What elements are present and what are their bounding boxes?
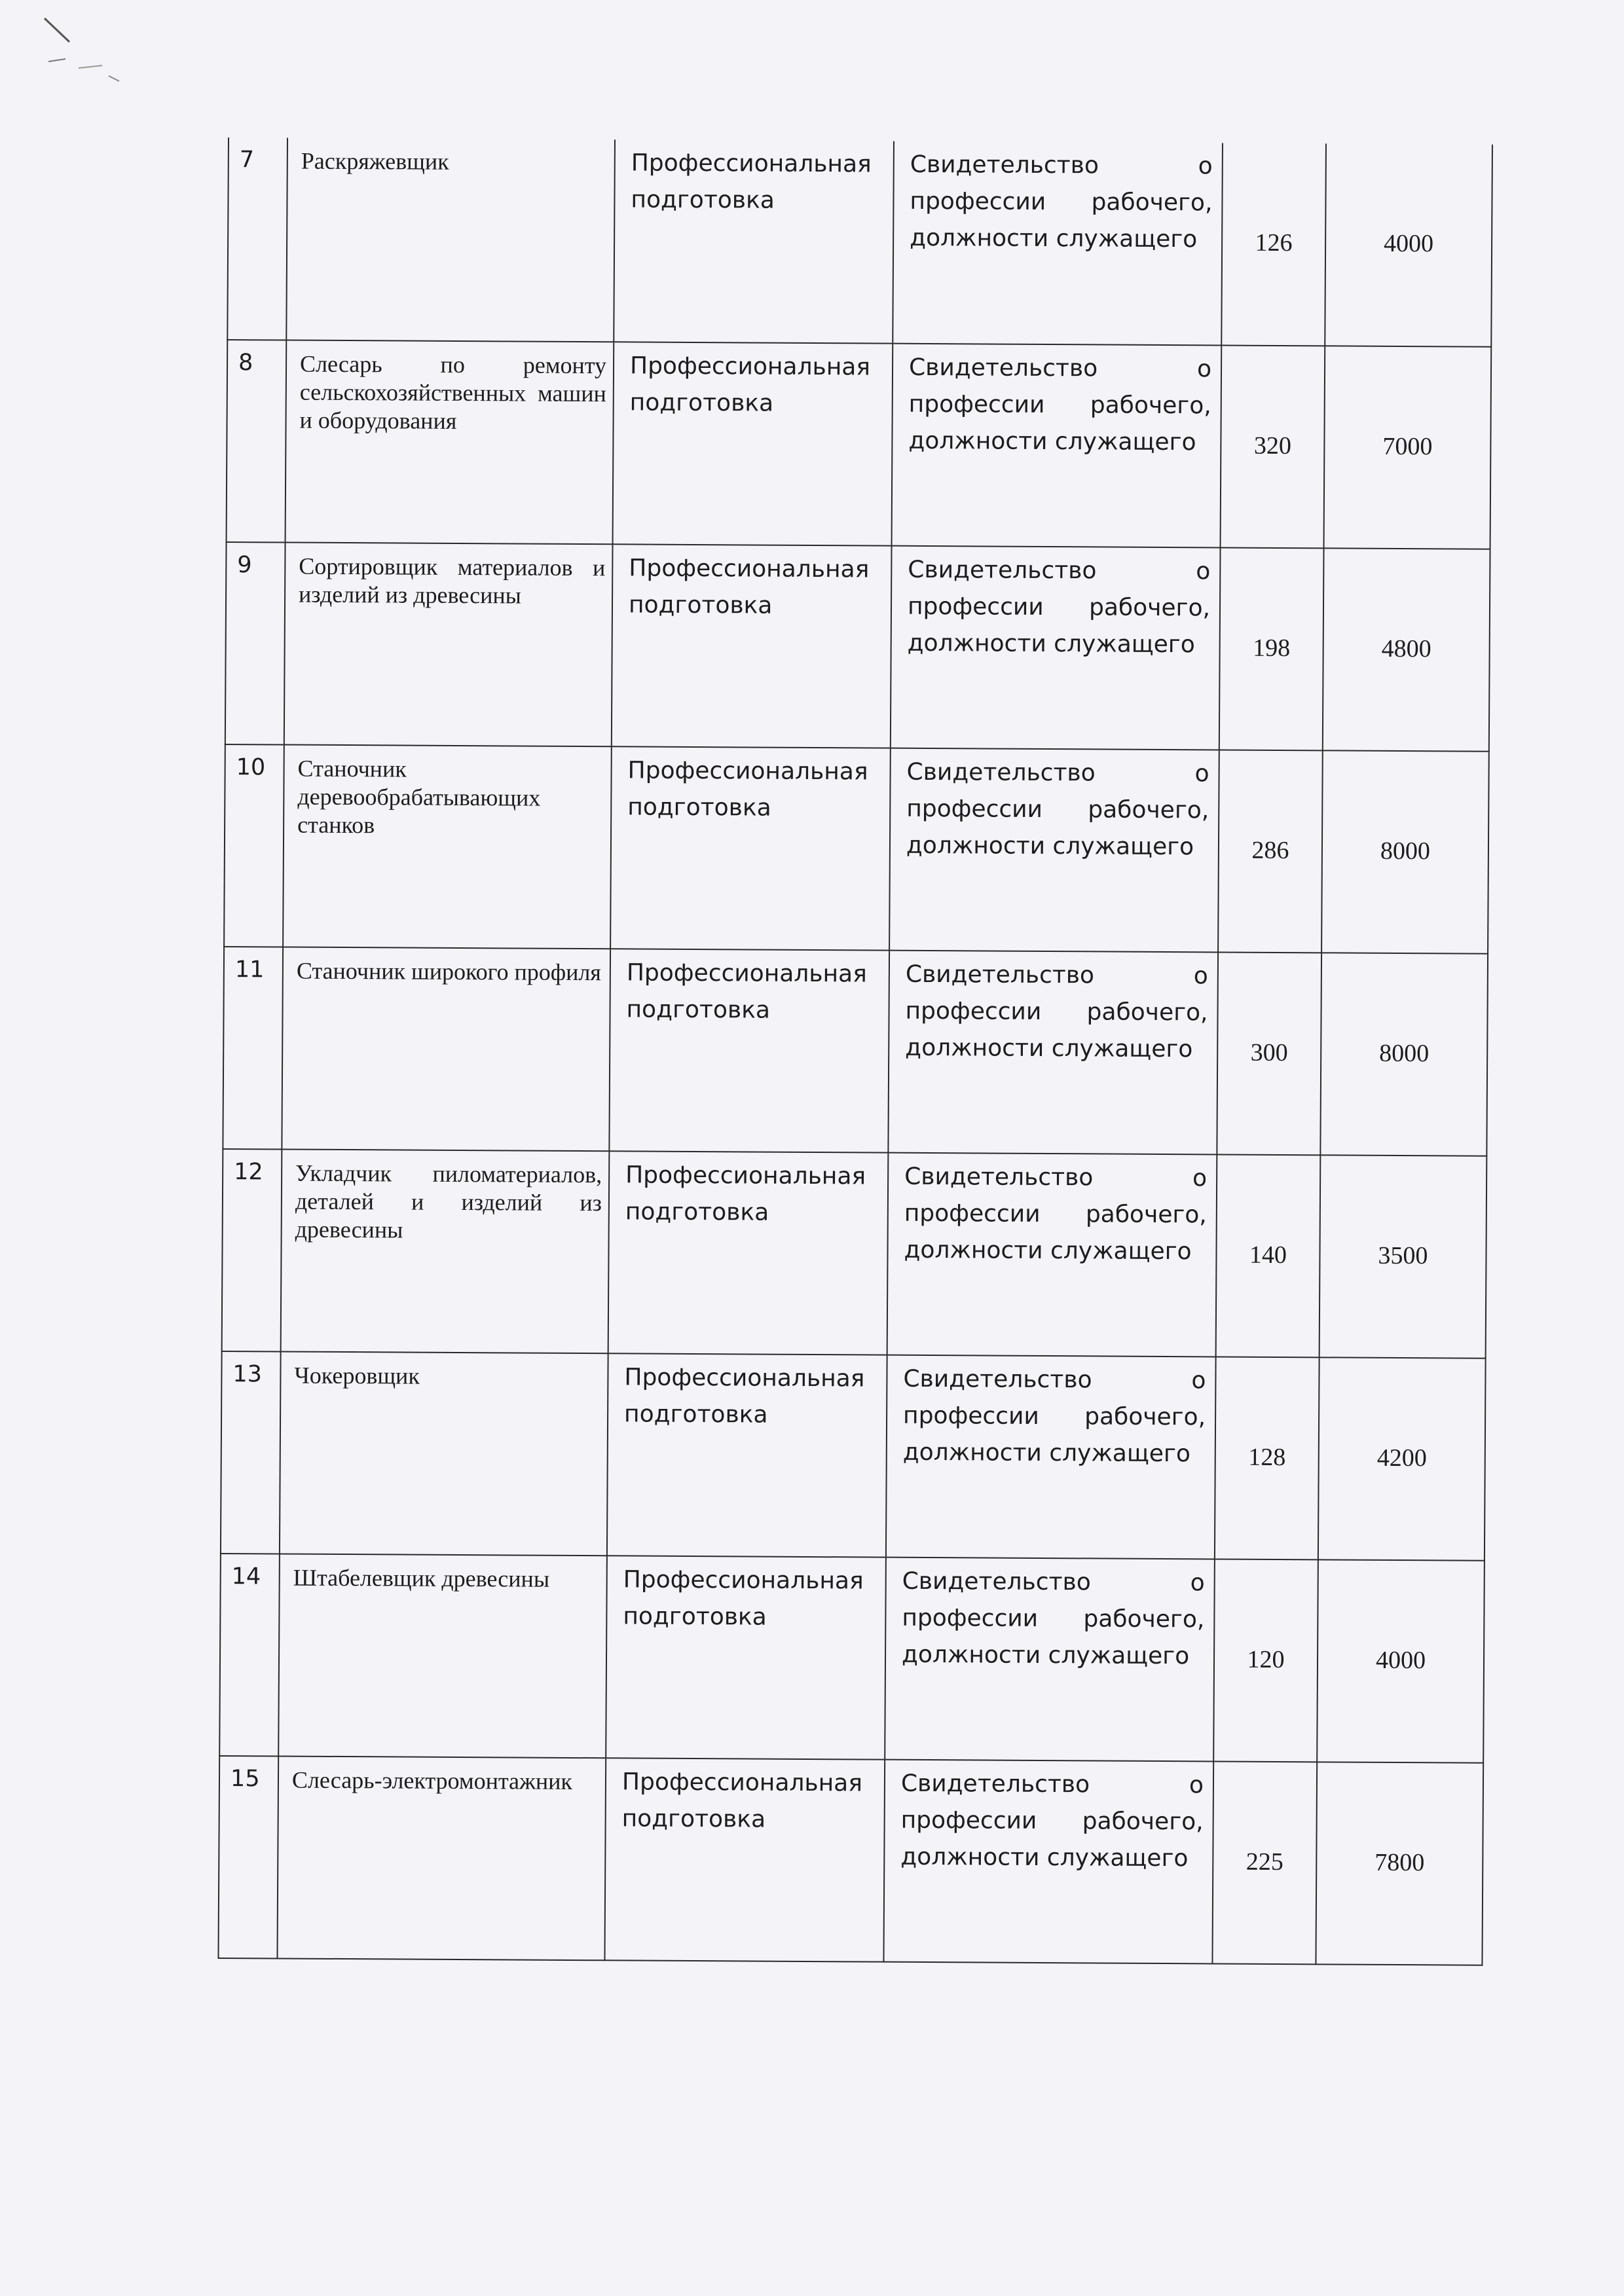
document-line-1 [909, 350, 1211, 388]
row-number: 13 [232, 1361, 263, 1388]
row-number-cell [227, 137, 287, 340]
document-line-3 [906, 828, 1209, 866]
row-number-cell [227, 340, 287, 542]
training-type: Профессиональная подготовка [621, 1768, 863, 1833]
document-word: профессии [904, 1199, 1041, 1228]
cost-cell [1323, 548, 1490, 751]
row-number-cell [218, 1756, 278, 1958]
document-line-3 [910, 220, 1212, 259]
profession-name-cell [282, 947, 610, 1151]
row-number: 10 [236, 754, 266, 781]
row-number-cell [222, 1149, 282, 1351]
document-word: профессии [902, 1604, 1039, 1632]
document-word: Свидетельство [910, 151, 1099, 179]
document-word: Свидетельство [902, 1567, 1091, 1596]
document-line-1 [908, 552, 1210, 591]
hours-cell [1213, 1559, 1318, 1762]
hours-value: 225 [1246, 1848, 1283, 1876]
profession-name-cell [278, 1554, 607, 1758]
hours-value: 120 [1247, 1645, 1285, 1674]
document-line-1 [902, 1563, 1205, 1602]
document-word: о [1193, 962, 1208, 990]
cost-cell [1320, 1155, 1487, 1358]
table-row [221, 1351, 1486, 1561]
document-line-2 [906, 791, 1209, 829]
cost-value: 4200 [1376, 1444, 1427, 1472]
table-row [225, 542, 1490, 752]
profession-name: Станочник широкого профиля [296, 957, 602, 986]
document-cell [883, 1760, 1213, 1964]
hours-cell [1216, 1154, 1321, 1357]
document-word: профессии [907, 592, 1044, 621]
document-line-1 [906, 754, 1209, 793]
hours-value: 320 [1253, 431, 1292, 460]
document-cell [891, 546, 1221, 750]
table-row [224, 744, 1489, 954]
profession-name-cell [281, 1149, 610, 1353]
hours-value: 126 [1255, 228, 1293, 257]
document-word: рабочего, [1088, 594, 1211, 622]
hours-cell [1215, 1357, 1320, 1559]
profession-name: Слесарь по ремонту сельскохозяйственных машин и оборудования [299, 350, 607, 434]
training-type-cell [607, 1353, 887, 1557]
document-word: рабочего, [1086, 998, 1208, 1027]
table-row [219, 1554, 1485, 1763]
document-word: рабочего, [1083, 1605, 1205, 1633]
cost-cell [1316, 1762, 1483, 1965]
row-number-cell [221, 1351, 281, 1554]
training-type: Профессиональная подготовка [623, 1566, 864, 1631]
training-type-cell [612, 544, 892, 748]
training-type-cell [614, 139, 894, 343]
table-row [227, 340, 1492, 549]
document-word: Свидетельство [900, 1770, 1090, 1798]
scan-artifact-mark [39, 13, 124, 85]
document-word: Свидетельство [903, 1365, 1092, 1394]
training-type-cell [604, 1758, 885, 1961]
cost-cell [1324, 346, 1492, 549]
document-word: профессии [908, 390, 1045, 418]
document-cell [887, 1153, 1217, 1357]
document-line-1 [910, 147, 1213, 185]
row-number: 8 [238, 350, 253, 376]
document-cell [886, 1355, 1216, 1559]
document-word: рабочего, [1090, 392, 1211, 420]
document-line-1 [903, 1361, 1206, 1400]
document-word: должности служащего [902, 1438, 1191, 1468]
row-number-cell [219, 1554, 280, 1756]
training-type: Профессиональная подготовка [627, 757, 868, 822]
profession-name: Раскряжевщик [301, 147, 449, 175]
cost-value: 7000 [1382, 432, 1433, 461]
hours-value: 198 [1253, 634, 1291, 663]
document-word: о [1190, 1569, 1205, 1597]
table-row [222, 1149, 1487, 1358]
row-number: 7 [239, 147, 255, 173]
hours-cell [1218, 750, 1323, 953]
document-word: должности служащего [904, 1236, 1192, 1266]
cost-value: 4000 [1384, 229, 1434, 258]
cost-cell [1318, 1357, 1486, 1560]
document-word: Свидетельство [904, 1163, 1094, 1192]
profession-name: Укладчик пиломатериалов, деталей и изделий из древесины [295, 1159, 602, 1243]
row-number-cell [224, 744, 284, 947]
document-word: профессии [906, 795, 1043, 823]
document-word: о [1192, 1165, 1208, 1192]
document-word: рабочего, [1082, 1808, 1204, 1836]
document-word: должности служащего [907, 629, 1195, 659]
document-word: рабочего, [1091, 189, 1213, 217]
training-type-cell [610, 746, 891, 950]
document-word: профессии [910, 187, 1046, 215]
document-line-3 [908, 625, 1210, 664]
row-number: 15 [230, 1766, 260, 1793]
document-word: Свидетельство [908, 556, 1097, 585]
document-word: должности служащего [905, 1034, 1193, 1063]
hours-value: 286 [1251, 836, 1289, 865]
document-line-2 [904, 1195, 1207, 1234]
hours-cell [1212, 1761, 1317, 1964]
training-type: Профессиональная подготовка [624, 1364, 865, 1429]
document-line-2 [903, 1398, 1206, 1436]
document-line-2 [901, 1802, 1204, 1841]
hours-cell [1221, 143, 1326, 346]
profession-name: Штабелевщик древесины [293, 1564, 550, 1592]
cost-value: 4000 [1375, 1646, 1426, 1675]
document-line-3 [904, 1232, 1206, 1271]
document-line-3 [908, 423, 1211, 462]
document-word: рабочего, [1088, 796, 1209, 824]
document-line-3 [902, 1637, 1204, 1675]
document-word: должности служащего [910, 224, 1198, 253]
document-word: о [1194, 760, 1209, 788]
profession-name: Чокеровщик [294, 1362, 420, 1389]
training-type: Профессиональная подготовка [625, 1161, 866, 1226]
hours-value: 300 [1250, 1038, 1288, 1067]
document-line-2 [902, 1600, 1204, 1639]
document-word: Свидетельство [906, 758, 1096, 787]
cost-value: 4800 [1381, 634, 1431, 663]
hours-cell [1219, 547, 1324, 750]
document-word: должности служащего [908, 427, 1196, 456]
cost-cell [1320, 953, 1488, 1156]
profession-name-cell [284, 542, 613, 746]
document-word: рабочего, [1084, 1403, 1206, 1431]
profession-name-cell [283, 744, 612, 949]
document-cell [893, 141, 1223, 346]
document-word: о [1191, 1367, 1206, 1394]
document-line-2 [909, 386, 1211, 425]
hours-value: 140 [1249, 1241, 1287, 1269]
row-number-cell [225, 542, 286, 744]
profession-name-cell [286, 340, 614, 545]
training-type-cell [613, 342, 893, 545]
row-number: 12 [234, 1159, 263, 1186]
document-word: профессии [900, 1806, 1037, 1834]
cost-cell [1321, 750, 1489, 953]
document-word: рабочего, [1085, 1201, 1207, 1229]
document-line-1 [901, 1766, 1204, 1804]
document-cell [889, 748, 1219, 953]
document-cell [885, 1558, 1215, 1762]
training-type-cell [608, 1151, 889, 1355]
training-type: Профессиональная подготовка [631, 149, 872, 214]
document-word: о [1196, 558, 1211, 585]
document-word: Свидетельство [908, 354, 1098, 382]
document-line-3 [900, 1839, 1203, 1878]
cost-cell [1325, 143, 1492, 346]
training-type: Профессиональная подготовка [628, 555, 870, 619]
profession-name: Слесарь-электромонтажник [291, 1766, 573, 1795]
cost-cell [1317, 1559, 1485, 1762]
document-word: о [1196, 355, 1212, 383]
table-body [218, 137, 1492, 1965]
document-line-2 [910, 183, 1212, 222]
document-line-2 [905, 993, 1208, 1032]
document-word: о [1189, 1772, 1204, 1799]
document-word: профессии [902, 1402, 1039, 1430]
table-row [223, 947, 1488, 1156]
document-cell [892, 344, 1222, 548]
hours-cell [1221, 345, 1325, 548]
document-word: о [1198, 153, 1213, 180]
document-line-1 [904, 1159, 1207, 1197]
document-cell [888, 951, 1218, 1155]
document-line-1 [906, 957, 1208, 995]
cost-value: 3500 [1378, 1241, 1428, 1270]
cost-value: 8000 [1380, 837, 1431, 866]
document-line-3 [905, 1030, 1208, 1068]
table-row [218, 1756, 1483, 1965]
row-number: 14 [231, 1563, 261, 1590]
profession-name: Станочник деревообрабатывающих станков [297, 755, 541, 839]
training-type-cell [609, 949, 889, 1152]
row-number: 11 [234, 957, 265, 983]
document-line-3 [903, 1434, 1206, 1473]
training-type: Профессиональная подготовка [626, 959, 867, 1024]
document-word: должности служащего [906, 831, 1194, 861]
training-programs-table [217, 137, 1493, 1966]
table-row [227, 137, 1492, 347]
row-number-cell [223, 947, 283, 1149]
training-type-cell [606, 1556, 886, 1759]
training-type: Профессиональная подготовка [629, 352, 871, 417]
cost-value: 8000 [1379, 1039, 1430, 1068]
document-word: Свидетельство [905, 960, 1095, 989]
document-word: должности служащего [901, 1641, 1190, 1670]
hours-value: 128 [1248, 1443, 1286, 1472]
cost-value: 7800 [1375, 1848, 1425, 1877]
document-word: должности служащего [900, 1843, 1189, 1872]
document-word: профессии [905, 997, 1042, 1025]
profession-name-cell [286, 138, 615, 342]
profession-name-cell [280, 1351, 608, 1556]
profession-name: Сортировщик материалов и изделий из древесины [298, 553, 606, 609]
profession-name-cell [277, 1756, 606, 1960]
hours-cell [1217, 952, 1321, 1155]
document-line-2 [908, 589, 1210, 627]
row-number: 9 [237, 552, 252, 579]
